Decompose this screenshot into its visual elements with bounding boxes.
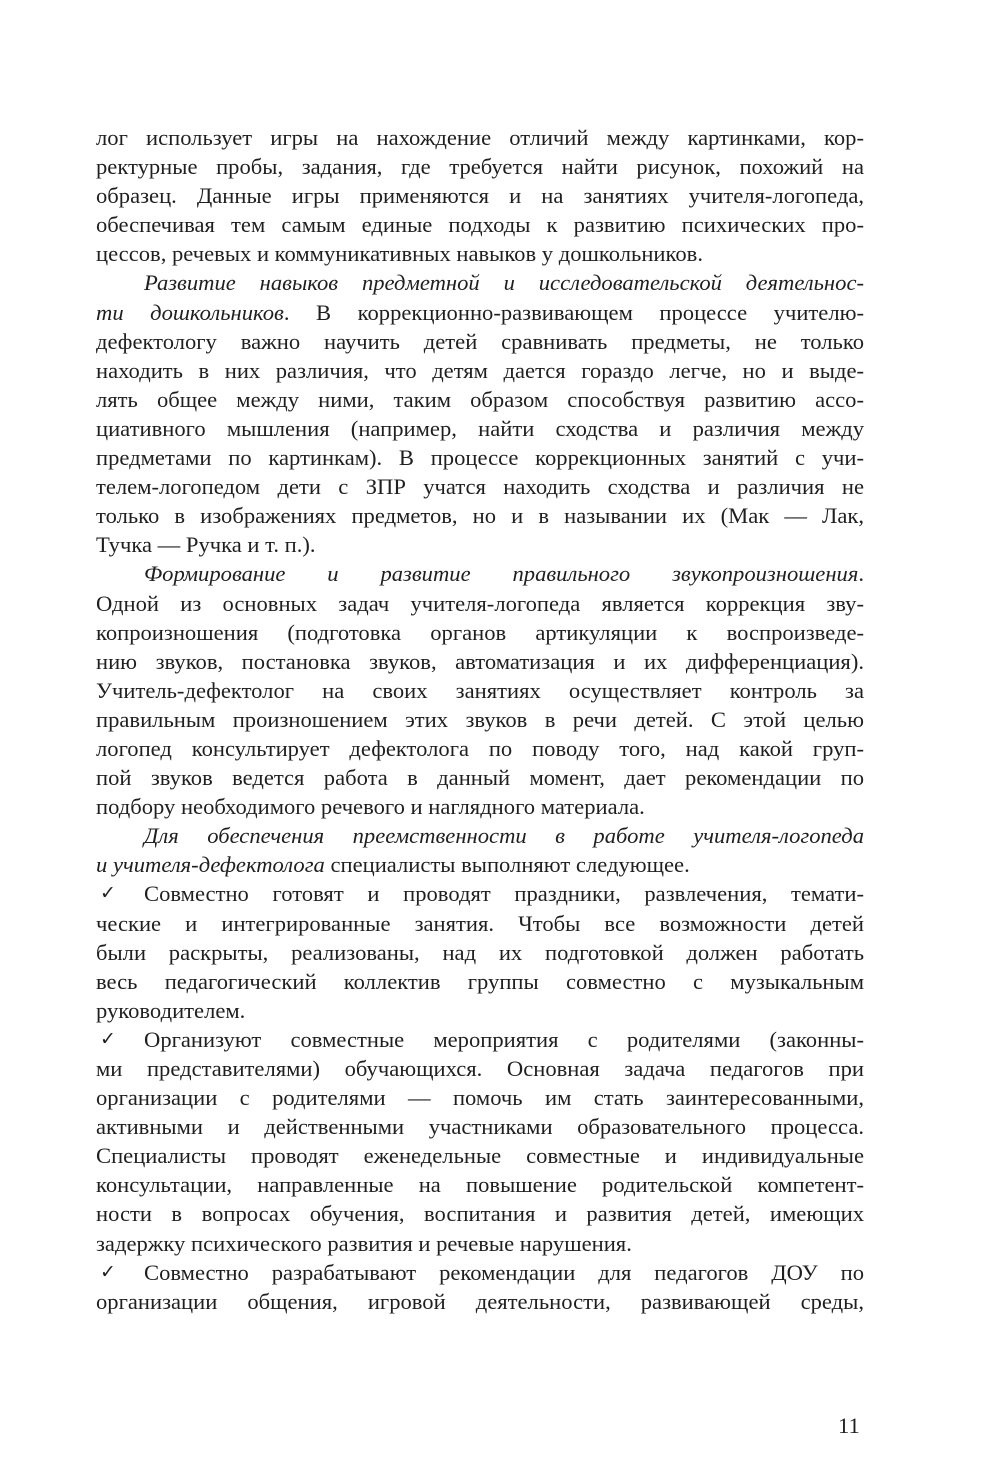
text-run: Учитель-дефектолог на своих занятиях осуществляет контроль за bbox=[96, 677, 864, 703]
text-run: нию звуков, постановка звуков, автоматизация и их дифференциация). bbox=[96, 648, 864, 674]
bullet-item bbox=[96, 1258, 864, 1316]
text-run: весь педагогический коллектив группы совместно с музыкальным bbox=[96, 968, 864, 994]
text-run: цессов, речевых и коммуникативных навыков у дошкольников. bbox=[96, 241, 703, 267]
text-line bbox=[96, 1287, 864, 1316]
italic-text: Развитие навыков предметной и исследовательской деятельнос- bbox=[144, 270, 864, 296]
text-line bbox=[96, 298, 864, 327]
text-run: правильным произношением этих звуков в речи детей. С этой целью bbox=[96, 706, 864, 732]
text-line bbox=[96, 676, 864, 705]
text-run: специалисты выполняют следующее. bbox=[324, 852, 690, 878]
text-run: ми представителями) обучающихся. Основная задача педагогов при bbox=[96, 1056, 864, 1081]
text-run: ректурные пробы, задания, где требуется найти рисунок, похожий на bbox=[96, 154, 864, 180]
text-line bbox=[96, 1141, 864, 1170]
text-run: обеспечивая тем самым единые подходы к развитию психических про- bbox=[96, 212, 864, 238]
text-line bbox=[96, 879, 864, 908]
text-run: дефектологу важно научить детей сравнивать предметы, не только bbox=[96, 328, 864, 354]
text-line bbox=[96, 559, 864, 588]
text-run: циативного мышления (например, найти сходства и различия между bbox=[96, 415, 864, 441]
text-run: ческие и интегрированные занятия. Чтобы все возможности детей bbox=[96, 910, 864, 936]
text-line bbox=[96, 181, 864, 210]
text-run: Тучка — Ручка и т. п.). bbox=[96, 532, 316, 558]
text-line bbox=[96, 1170, 864, 1199]
text-line bbox=[96, 1229, 864, 1258]
text-run: организации с родителями — помочь им стать заинтересованными, bbox=[96, 1085, 864, 1111]
page-number: 11 bbox=[838, 1413, 860, 1438]
text-line bbox=[96, 210, 864, 239]
checkmark-icon: ✓ bbox=[100, 882, 116, 905]
text-line bbox=[96, 123, 864, 152]
checkmark-icon: ✓ bbox=[100, 1260, 116, 1283]
text-line bbox=[96, 734, 864, 763]
text-line bbox=[96, 1083, 864, 1112]
text-line bbox=[96, 821, 864, 850]
checkmark-icon: ✓ bbox=[100, 1027, 116, 1050]
page-body bbox=[96, 123, 864, 1316]
text-run: Совместно разрабатывают рекомендации для педагогов ДОУ по bbox=[144, 1259, 864, 1285]
text-line bbox=[96, 530, 864, 559]
text-line bbox=[96, 385, 864, 414]
text-run: руководителем. bbox=[96, 997, 246, 1023]
paragraph bbox=[96, 559, 864, 821]
text-run: были раскрыты, реализованы, над их подготовкой должен работать bbox=[96, 939, 864, 965]
italic-text: Формирование и развитие правильного звукопроизношения bbox=[144, 561, 859, 587]
bullet-item bbox=[96, 1025, 864, 1258]
paragraph bbox=[96, 821, 864, 879]
text-run: только в изображениях предметов, но и в назывании их (Мак — Лак, bbox=[96, 503, 864, 529]
italic-text: и учителя-дефектолога bbox=[96, 852, 325, 878]
text-line bbox=[96, 647, 864, 676]
italic-text: Для обеспечения преемственности в работе учителя-логопеда bbox=[144, 823, 864, 849]
text-run: предметами по картинкам). В процессе коррекционных занятий с учи- bbox=[96, 445, 864, 471]
bullet-item bbox=[96, 879, 864, 1024]
text-line bbox=[96, 792, 864, 821]
text-line bbox=[96, 239, 864, 268]
text-line bbox=[96, 152, 864, 181]
text-line bbox=[96, 938, 864, 967]
text-line bbox=[96, 1199, 864, 1228]
text-run: . В коррекционно-развивающем процессе учителю- bbox=[283, 299, 865, 325]
text-run: активными и действенными участниками образовательного процесса. bbox=[96, 1114, 864, 1140]
text-run: находить в них различия, что детям дается гораздо легче, но и выде- bbox=[96, 357, 864, 383]
text-run: Специалисты проводят еженедельные совместные и индивидуальные bbox=[96, 1143, 864, 1169]
text-line bbox=[96, 1258, 864, 1287]
paragraph bbox=[96, 123, 864, 268]
text-run: Организуют совместные мероприятия с родителями (законны- bbox=[144, 1026, 864, 1052]
text-line bbox=[96, 501, 864, 530]
italic-text: ти дошкольников bbox=[96, 299, 284, 325]
text-line bbox=[96, 356, 864, 385]
text-line bbox=[96, 618, 864, 647]
text-run: задержку психического развития и речевые нарушения. bbox=[96, 1230, 632, 1256]
text-line bbox=[96, 414, 864, 443]
text-run: подбору необходимого речевого и наглядного материала. bbox=[96, 794, 645, 820]
text-run: телем-логопедом дети с ЗПР учатся находить сходства и различия не bbox=[96, 474, 864, 500]
text-line bbox=[96, 268, 864, 297]
text-line bbox=[96, 909, 864, 938]
text-run: образец. Данные игры применяются и на занятиях учителя-логопеда, bbox=[96, 183, 864, 209]
text-run: копроизношения (подготовка органов артикуляции к воспроизведе- bbox=[96, 619, 864, 645]
text-line bbox=[96, 705, 864, 734]
text-line bbox=[96, 1112, 864, 1141]
text-line bbox=[96, 996, 864, 1025]
text-run: Совместно готовят и проводят праздники, развлечения, темати- bbox=[144, 881, 864, 907]
text-line bbox=[96, 327, 864, 356]
text-run: организации общения, игровой деятельности, развивающей среды, bbox=[96, 1288, 864, 1314]
text-line bbox=[96, 967, 864, 996]
text-run: Одной из основных задач учителя-логопеда является коррекция зву- bbox=[96, 590, 864, 616]
text-run: лять общее между ними, таким образом способствуя развитию ассо- bbox=[96, 386, 864, 412]
paragraph bbox=[96, 268, 864, 559]
text-line bbox=[96, 1054, 864, 1083]
text-line bbox=[96, 443, 864, 472]
text-run: консультации, направленные на повышение родительской компетент- bbox=[96, 1172, 864, 1198]
text-line bbox=[96, 850, 864, 879]
text-run: лог использует игры на нахождение отличий между картинками, кор- bbox=[96, 125, 864, 150]
text-run: логопед консультирует дефектолога по поводу того, над какой груп- bbox=[96, 735, 864, 761]
text-line bbox=[96, 589, 864, 618]
text-line bbox=[96, 472, 864, 501]
text-run: пой звуков ведется работа в данный момент, дает рекомендации по bbox=[96, 765, 864, 791]
text-line bbox=[96, 1025, 864, 1054]
text-line bbox=[96, 763, 864, 792]
text-run: . bbox=[858, 561, 864, 587]
text-run: ности в вопросах обучения, воспитания и развития детей, имеющих bbox=[96, 1201, 864, 1227]
